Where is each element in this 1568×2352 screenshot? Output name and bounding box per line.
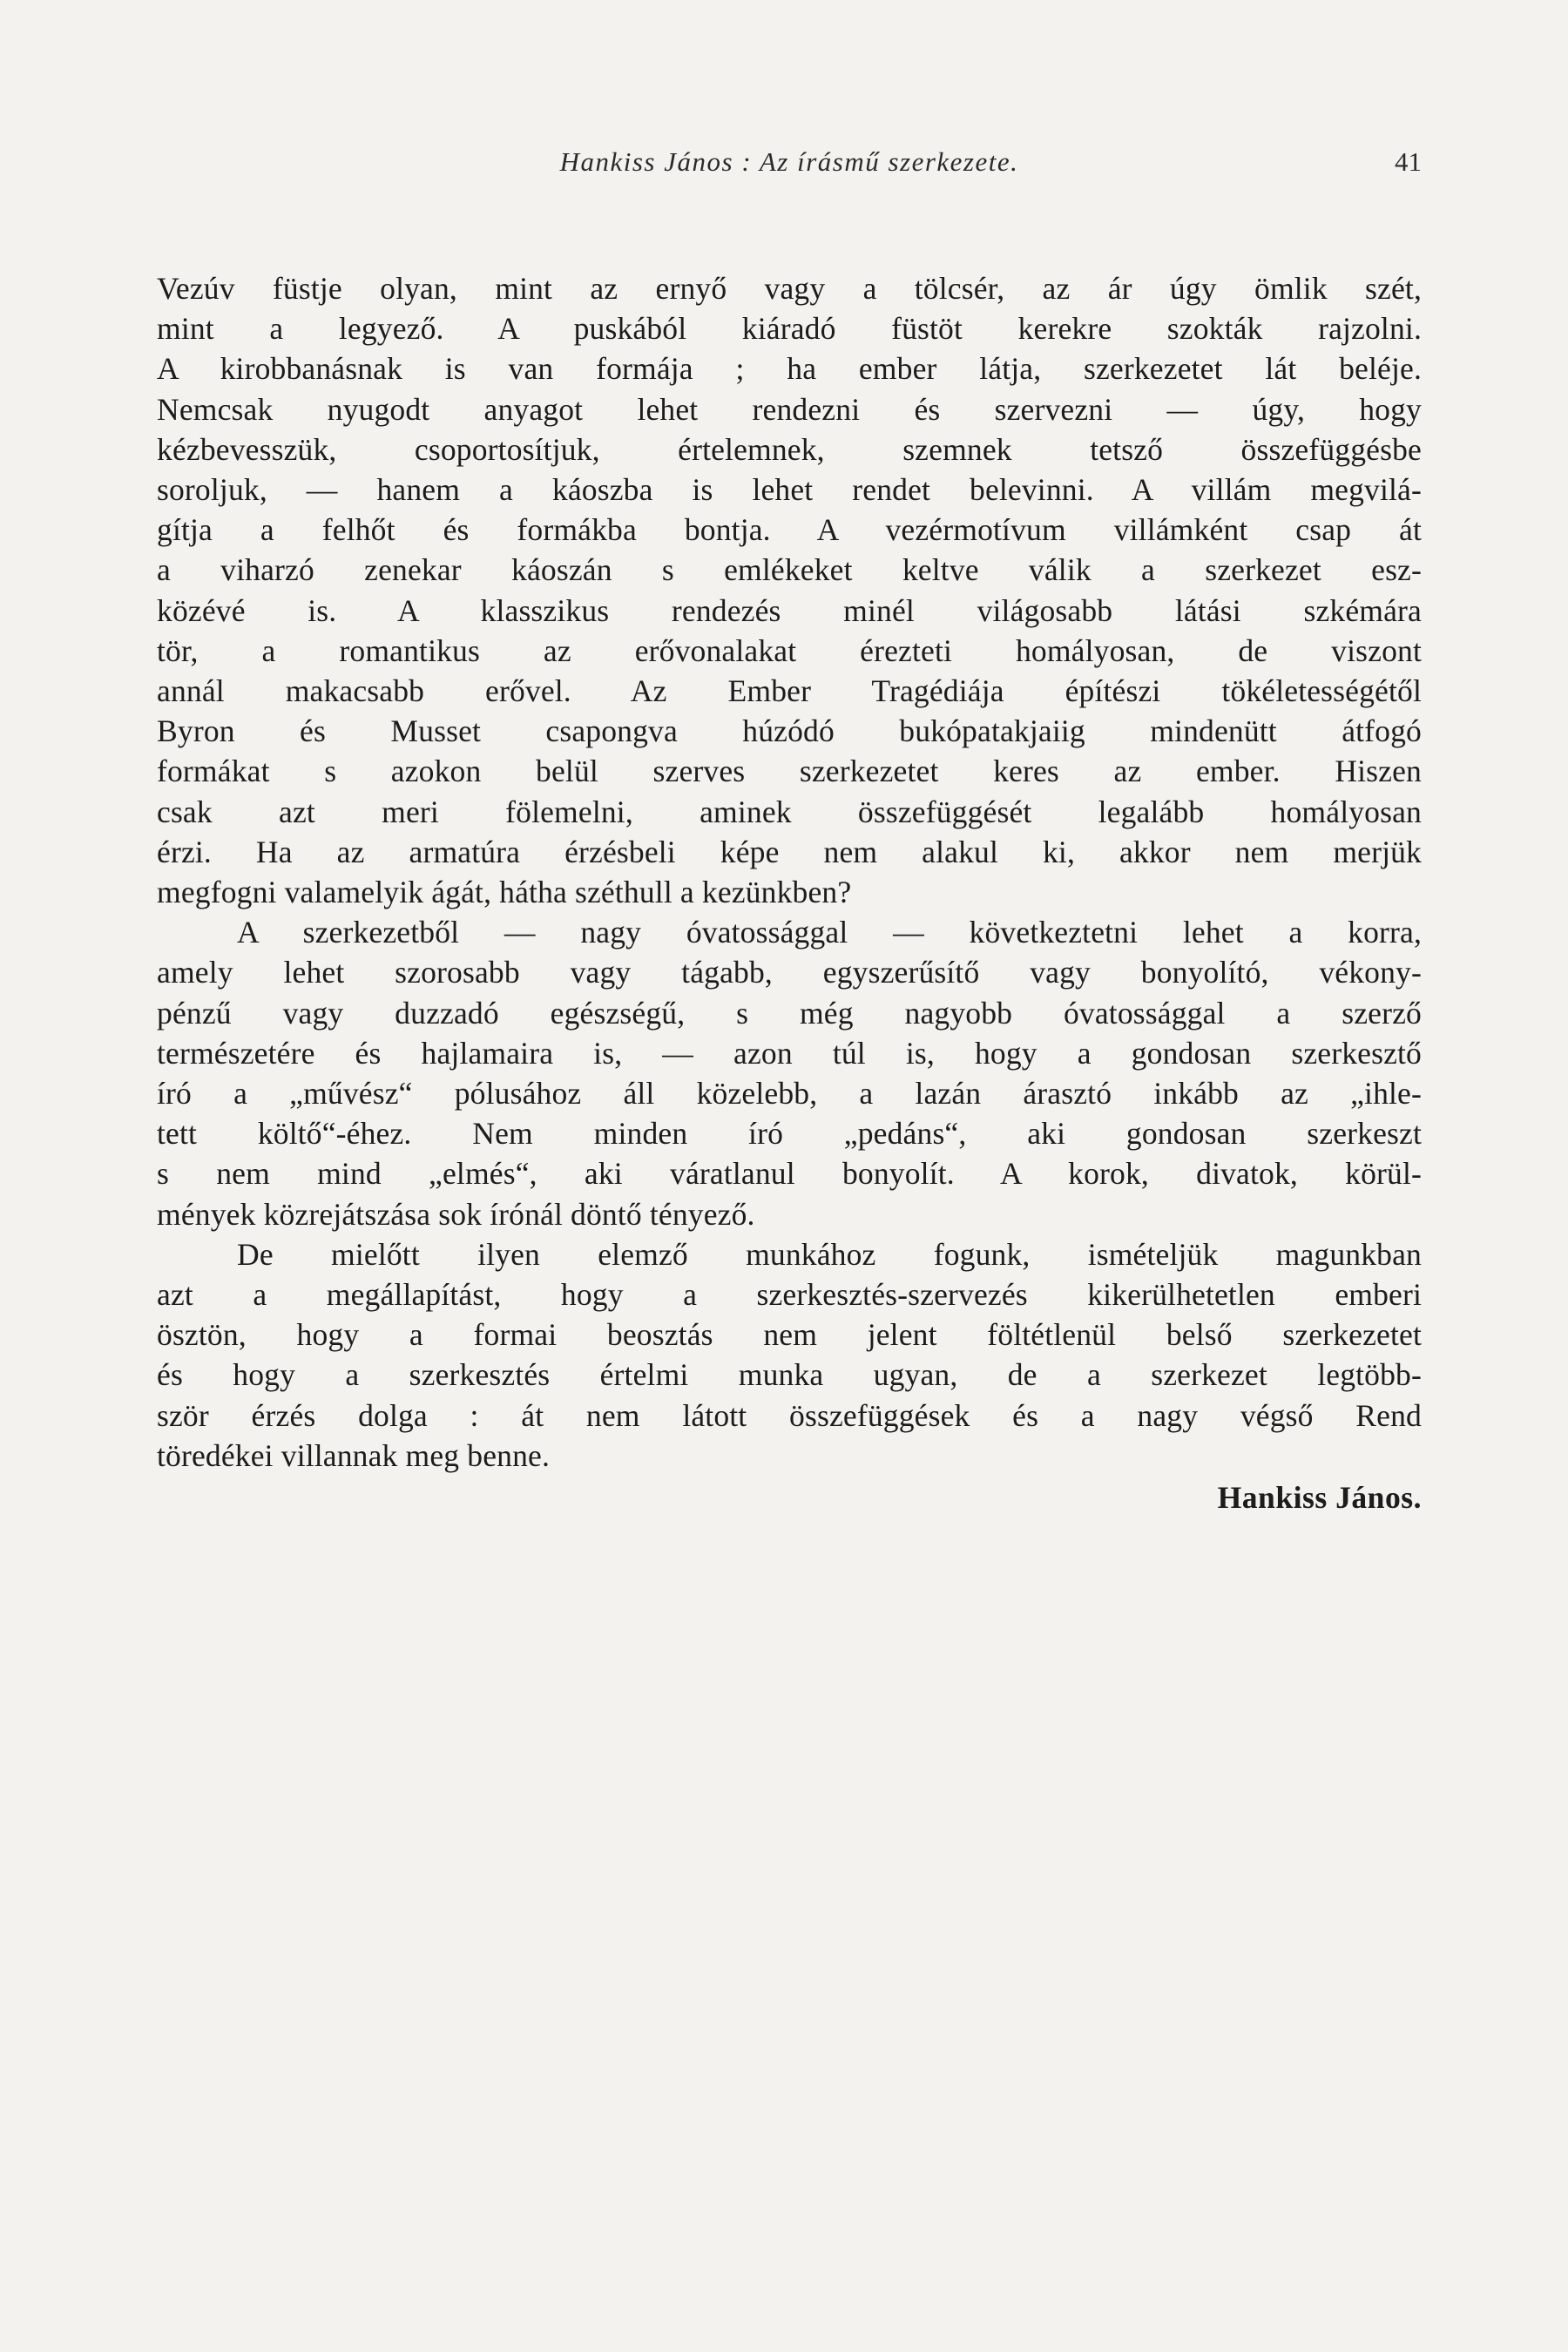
text-line: tör, a romantikus az erővonalakat érezteti homályosan, de viszont (157, 632, 1422, 668)
text-line: író a „művész“ pólusához áll közelebb, a lazán árasztó inkább az „ihle- (157, 1076, 1422, 1112)
text-line: és hogy a szerkesztés értelmi munka ugyan, de a szerkezet legtöbb- (157, 1357, 1422, 1393)
text-line: Vezúv füstje olyan, mint az ernyő vagy a tölcsér, az ár úgy ömlik szét, (157, 271, 1422, 306)
text-line: érzi. Ha az armatúra érzésbeli képe nem alakul ki, akkor nem merjük (157, 834, 1422, 869)
text-line: s nem mind „elmés“, aki váratlanul bonyolít. A korok, divatok, körül- (157, 1156, 1422, 1192)
text-line: a viharzó zenekar káoszán s emlékeket keltve válik a szerkezet esz- (157, 552, 1422, 588)
paragraph-1 (157, 268, 1422, 912)
text-line: pénzű vagy duzzadó egészségű, s még nagyobb óvatossággal a szerző (157, 995, 1422, 1031)
text-line: csak azt meri fölemelni, aminek összefüggését legalább homályosan (157, 794, 1422, 829)
page-number: 41 (1395, 146, 1422, 177)
text-line: formákat s azokon belül szerves szerkezetet keres az ember. Hiszen (157, 754, 1422, 789)
page-header (157, 146, 1422, 192)
text-line: ösztön, hogy a formai beosztás nem jelent föltétlenül belső szerkezetet (157, 1317, 1422, 1353)
text-line: annál makacsabb erővel. Az Ember Tragédiája építészi tökéletességétől (157, 673, 1422, 709)
text-line: kézbevesszük, csoportosítjuk, értelemnek, szemnek tetsző összefüggésbe (157, 431, 1422, 467)
text-line: Nemcsak nyugodt anyagot lehet rendezni és szervezni — úgy, hogy (157, 391, 1422, 427)
article-body (157, 268, 1422, 1517)
text-line: soroljuk, — hanem a káoszba is lehet rendet belevinni. A villám megvilá- (157, 472, 1422, 508)
paragraph-2 (157, 912, 1422, 1234)
text-line: mint a legyező. A puskából kiáradó füstöt kerekre szokták rajzolni. (157, 311, 1422, 347)
paragraph-3 (157, 1234, 1422, 1476)
author-signature: Hankiss János. (1217, 1480, 1422, 1516)
text-line: tett költő“-éhez. Nem minden író „pedáns“, aki gondosan szerkeszt (157, 1116, 1422, 1152)
text-line: Byron és Musset csapongva húzódó bukópatakjaiig mindenütt átfogó (157, 713, 1422, 749)
text-line: A kirobbanásnak is van formája ; ha ember látja, szerkezetet lát beléje. (157, 351, 1422, 387)
text-line: megfogni valamelyik ágát, hátha széthull a kezünkben? (157, 875, 852, 910)
text-line: A szerkezetből — nagy óvatossággal — következtetni lehet a korra, (237, 915, 1422, 950)
text-line: ször érzés dolga : át nem látott összefüggések és a nagy végső Rend (157, 1397, 1422, 1433)
text-line: De mielőtt ilyen elemző munkához fogunk, ismételjük magunkban (237, 1236, 1422, 1272)
text-line: gítja a felhőt és formákba bontja. A vezérmotívum villámként csap át (157, 512, 1422, 548)
running-head: Hankiss János : Az írásmű szerkezete. (559, 146, 1019, 177)
text-line: amely lehet szorosabb vagy tágabb, egyszerűsítő vagy bonyolító, vékony- (157, 955, 1422, 990)
text-line: közévé is. A klasszikus rendezés minél világosabb látási szkémára (157, 592, 1422, 628)
text-line: töredékei villannak meg benne. (157, 1437, 551, 1473)
text-line: mények közrejátszása sok írónál döntő tényező. (157, 1196, 755, 1232)
text-line: természetére és hajlamaira is, — azon túl is, hogy a gondosan szerkesztő (157, 1035, 1422, 1071)
text-line: azt a megállapítást, hogy a szerkesztés-szervezés kikerülhetetlen emberi (157, 1277, 1422, 1313)
